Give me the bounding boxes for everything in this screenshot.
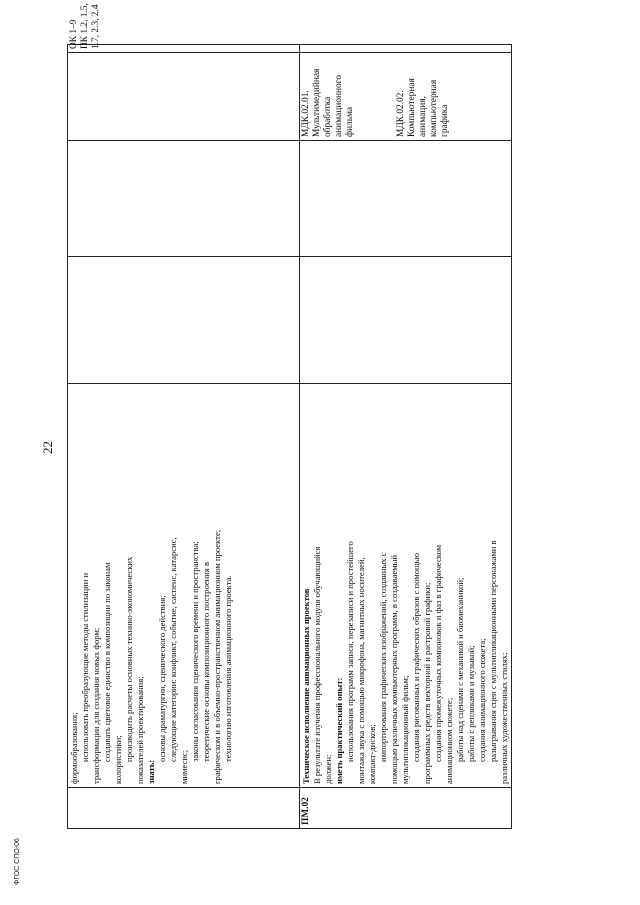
competency-line: ОК 1–9 xyxy=(69,19,79,49)
mdk-line: Компьютерная xyxy=(407,78,417,137)
text-line: монтажа звука с помощью микрофона, магнитных носителей, xyxy=(356,557,366,784)
text-line: создания рисованных и графических образов с помощью xyxy=(411,553,421,762)
text-line: иметь практический опыт: xyxy=(334,677,344,784)
text-line: технологию изготовления анимационного проекта. xyxy=(223,575,233,762)
mdk-line: МДК.02.01. xyxy=(301,90,311,137)
curriculum-table xyxy=(67,3,512,829)
competencies-cell xyxy=(68,3,300,53)
document-frame xyxy=(67,3,509,829)
text-line: программных средств векторной и растровой графики; xyxy=(422,582,432,784)
table-row xyxy=(68,45,300,829)
text-line: знать: xyxy=(146,759,156,784)
mdk-line: анимация, xyxy=(418,96,428,137)
text-line: работы над сценами с механикой и биомеханикой; xyxy=(455,577,465,762)
mdk-line: обработка xyxy=(323,96,333,137)
empty-cell xyxy=(300,257,512,384)
mdk-line: компьютерная xyxy=(429,79,439,137)
text-line: анимационном сюжете; xyxy=(444,697,454,784)
table-row xyxy=(300,45,512,829)
text-line: теоретические основы композиционного построения в xyxy=(201,561,211,762)
text-line: различных художественных стилях; xyxy=(499,652,509,784)
module-code-cell xyxy=(68,788,300,829)
text-line: колористики; xyxy=(113,735,123,784)
empty-cell xyxy=(68,257,300,384)
text-line: использовать преобразующие методы стилизации и xyxy=(80,572,90,762)
text-line: создания анимационного сюжета; xyxy=(477,638,487,762)
text-line: трансформации для создания новых форм; xyxy=(91,627,101,784)
text-line: формообразования; xyxy=(69,712,79,784)
text-line: основы драматургии, сценического действия; xyxy=(157,595,167,762)
text-line: мимесис; xyxy=(179,749,189,784)
text-line: использования программ записи, перезаписи и простейшего xyxy=(345,541,355,762)
competencies-cell xyxy=(300,45,512,53)
text-line: мультипликационный фильм; xyxy=(400,675,410,784)
module-content-cell xyxy=(300,384,512,788)
competency-line: 1.7, 2.3, 2.4 xyxy=(91,4,101,49)
mdk-line: анимационного xyxy=(334,75,344,137)
text-line: В результате изучения профессионального модуля обучающийся xyxy=(312,546,322,784)
text-line: разыгрывания сцен с мультипликационными персонажами в xyxy=(488,540,498,762)
text-line: импортирования графических изображений, созданных с xyxy=(378,552,388,762)
text-line: создавать цветовое единство в композиции по законам xyxy=(102,562,112,762)
module-content-cell xyxy=(68,384,300,788)
text-line: создания промежуточных компоновок и фаз в графическом xyxy=(433,544,443,762)
text-line: законы согласования сценического времени и пространства; xyxy=(190,541,200,762)
text-line: Техническое исполнение анимационных проектов xyxy=(301,588,311,784)
text-line: компакт-дисков; xyxy=(367,724,377,784)
mdk-line: фильма xyxy=(345,106,355,137)
text-line: графическом и в объемно-пространственном анимационном проекте; xyxy=(212,529,222,784)
mdk-spacer xyxy=(356,56,396,137)
text-line: следующие категории: конфликт, событие, саспенс, катарсис, xyxy=(168,537,178,762)
text-line: работы с репликами и музыкой; xyxy=(466,645,476,762)
mdk-cell xyxy=(300,53,512,141)
footer-code: ФГОС СПО-06 xyxy=(14,838,21,885)
text-line: показателей проектирования; xyxy=(135,676,145,784)
empty-cell xyxy=(300,141,512,257)
mdk-cell xyxy=(68,53,300,141)
text-line: производить расчеты основных технико-экономических xyxy=(124,556,134,762)
text-line: помощью различных компьютерных программ, в создаваемый xyxy=(389,554,399,784)
mdk-line: графика xyxy=(440,104,450,137)
page-number: 22 xyxy=(40,441,55,454)
text-line: должен: xyxy=(323,754,333,784)
empty-cell xyxy=(68,141,300,257)
module-code-cell: ПМ.02 xyxy=(300,788,512,829)
competency-line: ПК 1.2, 1.5, xyxy=(80,3,90,49)
mdk-line: Мультимедийная xyxy=(312,68,322,137)
mdk-line: МДК.02.02. xyxy=(396,90,406,137)
